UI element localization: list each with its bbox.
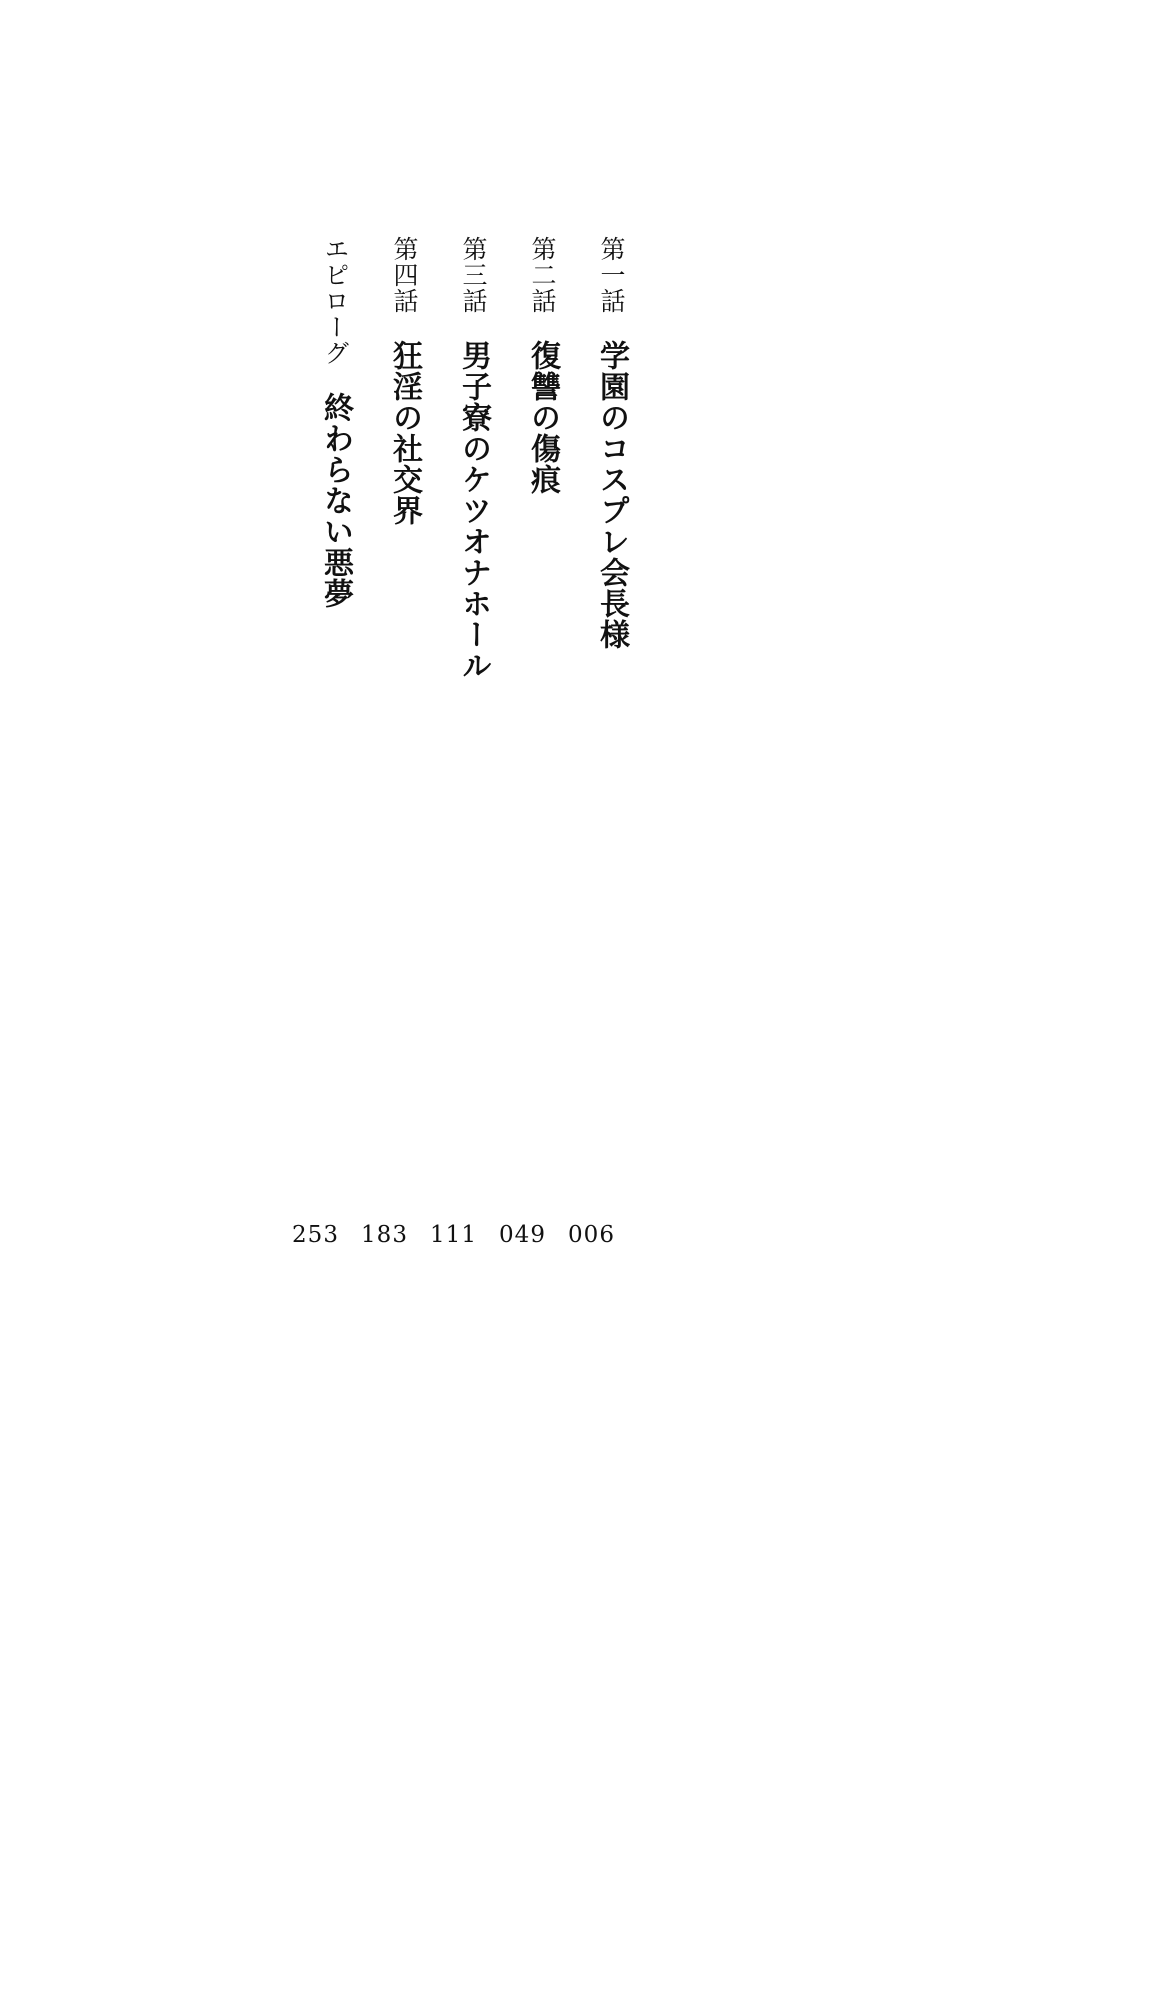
toc-entry-number: 第三話 (459, 236, 488, 314)
toc-entry-number: 第二話 (528, 236, 557, 314)
toc-entry-title: 学園のコスプレ会長様 (594, 340, 629, 650)
toc-entry-number: エピローグ (321, 236, 350, 366)
table-of-contents (0, 236, 1150, 976)
toc-entry[interactable] (557, 236, 629, 936)
toc-page-number: 183 (361, 1222, 408, 1248)
toc-entry-title: 男子寮のケツオナホール (456, 340, 491, 681)
toc-page-numbers (0, 1222, 1150, 1262)
toc-entry-title: 狂淫の社交界 (387, 340, 422, 526)
toc-entry-title: 終わらない悪夢 (318, 392, 353, 609)
toc-page-number: 049 (499, 1222, 546, 1248)
toc-entry[interactable] (419, 236, 491, 936)
toc-entry[interactable] (350, 236, 422, 936)
toc-entry-number: 第四話 (390, 236, 419, 314)
toc-entry[interactable] (488, 236, 560, 936)
toc-entry-number: 第一話 (597, 236, 626, 314)
toc-page-number: 111 (430, 1222, 477, 1248)
toc-entry-title: 復讐の傷痕 (525, 340, 560, 495)
toc-entry[interactable] (281, 236, 353, 936)
toc-page-number: 253 (292, 1222, 339, 1248)
toc-page-number: 006 (568, 1222, 615, 1248)
